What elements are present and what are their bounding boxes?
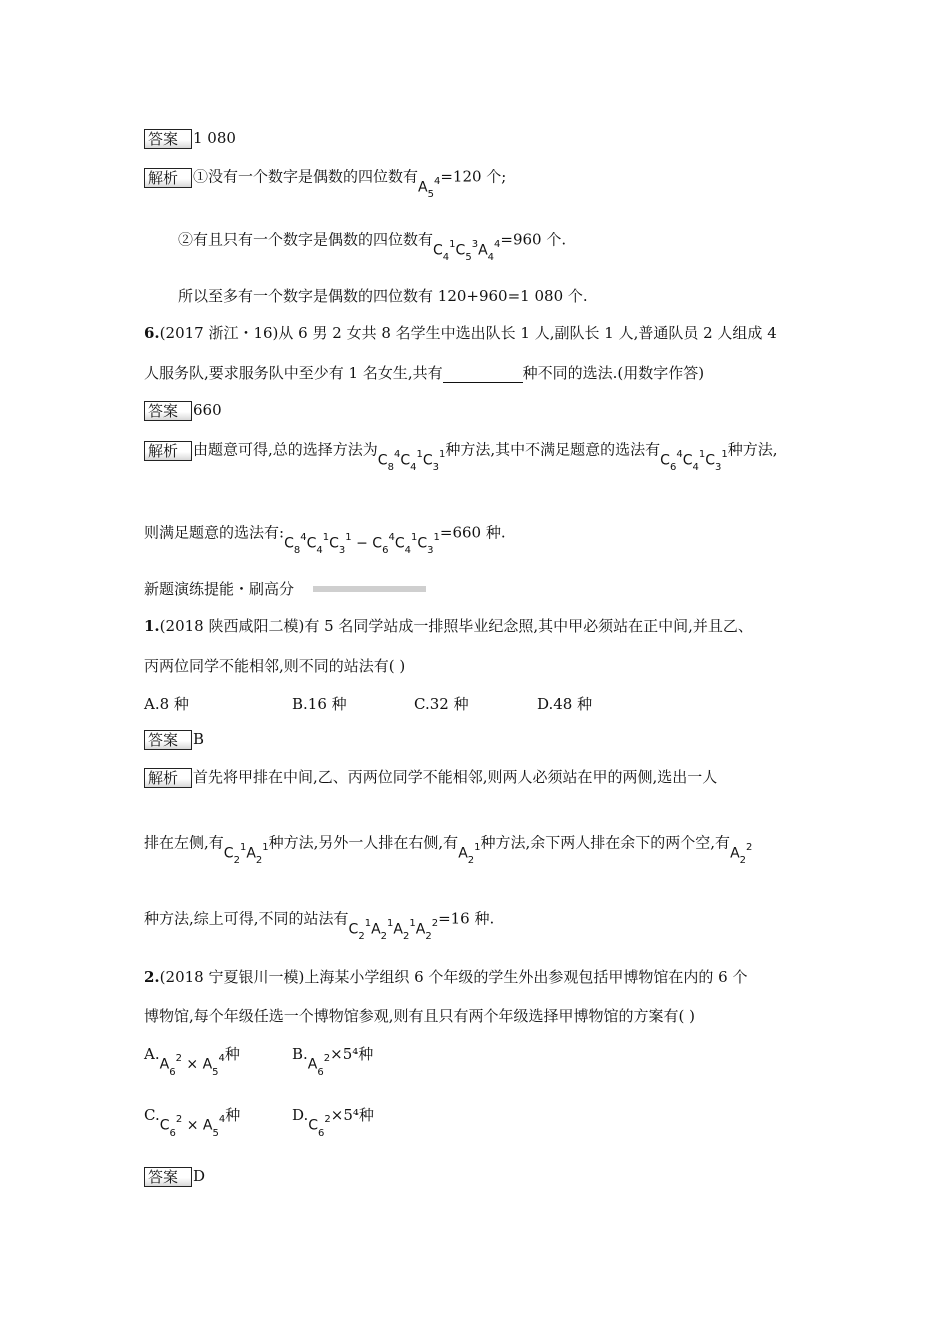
analysis-text: ①没有一个数字是偶数的四位数有 xyxy=(193,167,419,186)
answer-tag: 答案 xyxy=(144,730,192,750)
analysis-text: 排在左侧,有 xyxy=(144,833,224,852)
answer-tag: 答案 xyxy=(144,401,192,421)
answer-value: B xyxy=(193,730,205,748)
answer-value: D xyxy=(193,1167,206,1185)
q1-analysis-3 xyxy=(144,906,495,943)
p5-analysis-2 xyxy=(178,227,567,264)
analysis-text: 则满足题意的选法有: xyxy=(144,523,285,542)
formula: $C_6^4C_4^1C_3^1$ xyxy=(660,449,728,474)
q1-line-1 xyxy=(144,616,753,636)
answer-tag: 答案 xyxy=(144,1167,192,1187)
q2-answer-row xyxy=(144,1166,205,1187)
q2-option-a xyxy=(144,1043,240,1078)
q2-option-d xyxy=(292,1104,374,1139)
option-unit: 种 xyxy=(358,1045,374,1063)
analysis-text: =960 个. xyxy=(500,230,567,249)
formula: $C_4^1C_5^3A_4^4$ xyxy=(433,239,501,264)
question-text: (2018 陕西咸阳二模)有 5 名同学站成一排照毕业纪念照,其中甲必须站在正中间,并且乙、 xyxy=(159,617,753,635)
formula: $C_2^1A_2^1$ xyxy=(223,842,269,867)
analysis-text: 种方法,另外一人排在右侧,有 xyxy=(268,833,459,852)
q6-answer-row xyxy=(144,400,222,421)
question-text: (2018 宁夏银川一模)上海某小学组织 6 个年级的学生外出参观包括甲博物馆在内的 6 个 xyxy=(159,968,748,986)
formula: $C_8^4C_4^1C_3^1$ xyxy=(377,449,446,474)
option-unit: 种 xyxy=(358,1106,374,1124)
formula: $A_5^4$ xyxy=(418,176,441,201)
question-text: (2017 浙江・16)从 6 男 2 女共 8 名学生中选出队长 1 人,副队长 1 人,普通队员 2 人组成 4 xyxy=(159,324,777,342)
analysis-text: 种方法, xyxy=(727,440,778,459)
q1-option-a: A.8 种 xyxy=(144,695,189,713)
q6-line-2 xyxy=(144,363,704,383)
option-factor: ×5⁴ xyxy=(330,1045,359,1063)
analysis-text: 首先将甲排在中间,乙、丙两位同学不能相邻,则两人必须站在甲的两侧,选出一人 xyxy=(193,768,718,786)
q1-option-c: C.32 种 xyxy=(414,695,469,713)
formula: $C_8^4C_4^1C_3^1 - C_6^4C_4^1C_3^1$ xyxy=(284,532,440,557)
p5-analysis-1 xyxy=(144,164,507,201)
option-letter: A. xyxy=(144,1045,160,1063)
q1-option-d: D.48 种 xyxy=(537,695,593,713)
answer-blank xyxy=(443,366,523,383)
q2-line-1 xyxy=(144,967,747,987)
formula: $C_2^1A_2^1A_2^1A_2^2$ xyxy=(348,918,439,943)
q1-analysis-1 xyxy=(144,767,717,788)
option-unit: 种 xyxy=(225,1106,241,1124)
section-title: 新题演练提能・刷高分 xyxy=(144,580,295,598)
formula: $A_2^2$ xyxy=(730,842,753,867)
p5-analysis-3: 所以至多有一个数字是偶数的四位数有 120+960=1 080 个. xyxy=(178,287,588,305)
answer-value: 660 xyxy=(193,401,222,419)
formula: $C_6^2$ xyxy=(308,1114,331,1139)
q2-option-b xyxy=(292,1043,374,1078)
section-divider xyxy=(313,586,426,592)
analysis-text: ②有且只有一个数字是偶数的四位数有 xyxy=(178,230,434,249)
formula: $A_6^2 \times A_5^4$ xyxy=(159,1053,225,1078)
q2-option-c xyxy=(144,1104,241,1139)
analysis-tag: 解析 xyxy=(144,441,192,461)
q6-line-1 xyxy=(144,323,777,343)
q1-answer-row xyxy=(144,729,204,750)
analysis-text: =16 种. xyxy=(438,909,495,928)
answer-tag: 答案 xyxy=(144,129,192,149)
q1-option-b: B.16 种 xyxy=(292,695,347,713)
q1-analysis-2 xyxy=(144,830,753,867)
option-factor: ×5⁴ xyxy=(330,1106,359,1124)
q2-line-2: 博物馆,每个年级任选一个博物馆参观,则有且只有两个年级选择甲博物馆的方案有( ) xyxy=(144,1007,696,1025)
formula: $A_6^2$ xyxy=(307,1053,331,1078)
formula: $C_6^2 \times A_5^4$ xyxy=(159,1114,226,1139)
analysis-text: =120 个; xyxy=(440,167,507,186)
analysis-tag: 解析 xyxy=(144,168,192,188)
q1-line-2: 丙两位同学不能相邻,则不同的站法有( ) xyxy=(144,657,406,675)
question-number: 1. xyxy=(144,617,160,635)
question-text: 种不同的选法.(用数字作答) xyxy=(522,364,705,382)
option-letter: B. xyxy=(292,1045,308,1063)
analysis-text: 种方法,其中不满足题意的选法有 xyxy=(445,440,661,459)
analysis-text: 种方法,余下两人排在余下的两个空,有 xyxy=(480,833,731,852)
formula: $A_2^1$ xyxy=(458,842,481,867)
option-letter: C. xyxy=(144,1106,160,1124)
analysis-text: =660 种. xyxy=(439,523,506,542)
question-number: 2. xyxy=(144,968,160,986)
q6-analysis-2 xyxy=(144,520,506,557)
answer-value: 1 080 xyxy=(193,129,236,147)
q6-analysis-1 xyxy=(144,437,778,474)
analysis-text: 种方法,综上可得,不同的站法有 xyxy=(144,909,349,928)
question-text: 人服务队,要求服务队中至少有 1 名女生,共有 xyxy=(144,364,443,382)
question-number: 6. xyxy=(144,324,160,342)
analysis-text: 由题意可得,总的选择方法为 xyxy=(193,440,378,459)
option-unit: 种 xyxy=(224,1045,240,1063)
option-letter: D. xyxy=(292,1106,309,1124)
analysis-tag: 解析 xyxy=(144,768,192,788)
p5-answer-row xyxy=(144,128,236,149)
